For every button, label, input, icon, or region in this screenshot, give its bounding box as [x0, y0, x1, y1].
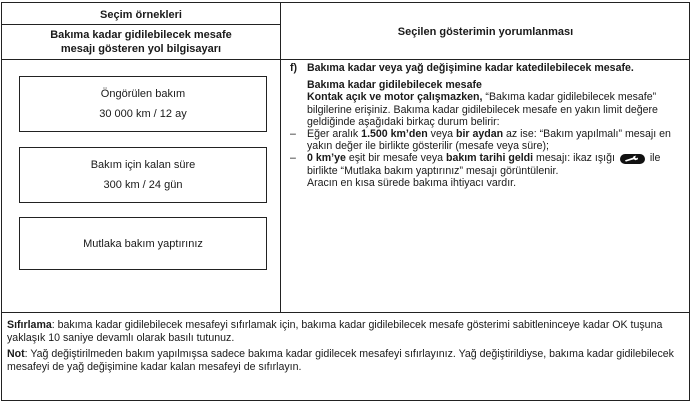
interpretation-heading: Bakıma kadar veya yağ değişimine kadar katedilebilecek mesafe.	[307, 62, 634, 74]
display-line: Bakım için kalan süre	[90, 159, 196, 171]
display-line: Öngörülen bakım	[100, 88, 186, 100]
column-divider	[280, 2, 281, 312]
display-line: 300 km / 24 gün	[103, 179, 183, 191]
interpretation-closing: Aracın en kısa sürede bakıma ihtiyacı vardır.	[307, 176, 517, 189]
footer-top-rule	[2, 312, 690, 313]
display-box-service-required	[19, 217, 267, 270]
header-bottom-rule	[2, 59, 690, 60]
display-line: Mutlaka bakım yaptırınız	[83, 237, 203, 250]
display-line: 30 000 km / 12 ay	[99, 108, 187, 120]
bullet-item: – Eğer aralık 1.500 km’den veya bir aydan az ise: “Bakım yapılmalı” mesajı en yakın değer ile birlikte gösterilir (mesafe veya süre);	[290, 128, 671, 153]
wrench-icon	[620, 154, 645, 164]
item-letter: f)	[290, 62, 298, 74]
reset-paragraph: Sıfırlama: bakıma kadar gidilebilecek mesafeyi sıfırlamak için, bakıma kadar gidilebilecek mesafe gösterimi sabitleninceye kadar OK tuşuna yaklaşık 10 saniye devamlı olarak basılı tutunuz.	[7, 319, 663, 344]
display-box-forecast	[19, 76, 267, 132]
bullet-item: – 0 km’ye eşit bir mesafe veya bakım tarihi geldi mesajı: ikaz ışığı ile birlikte “Mutlaka bakım yaptırınız” mesajı görüntülenir.	[290, 152, 661, 177]
note-paragraph: Not: Yağ değiştirilmeden bakım yapılmışsa sadece bakıma kadar gidilecek mesafeyi sıfırlayınız. Yağ değiştirildiyse, bakıma kadar gidilebilecek mesafeyi de yağ değişimine kadar kalan mesafeyi de sıfırlayın.	[7, 348, 674, 373]
display-box-remaining	[19, 147, 267, 203]
interpretation-intro: Kontak açık ve motor çalışmazken, “Bakıma kadar gidilebilecek mesafe” bilgilerine erişiniz. Bakıma kadar gidilebilecek mesafe en yakın limit değere geldiğinde aşağıdaki birkaç durum belirir:	[307, 91, 658, 128]
interpretation-text	[290, 62, 682, 189]
left-column-subtitle: Bakıma kadar gidilebilecek mesafe mesajı gösteren yol bilgisayarı	[50, 29, 232, 55]
left-column-title: Seçim örnekleri	[100, 9, 182, 21]
interpretation-subheading: Bakıma kadar gidilebilecek mesafe	[307, 79, 482, 92]
header-divider-left	[2, 24, 280, 25]
right-column-title: Seçilen gösterimin yorumlanması	[397, 26, 574, 38]
